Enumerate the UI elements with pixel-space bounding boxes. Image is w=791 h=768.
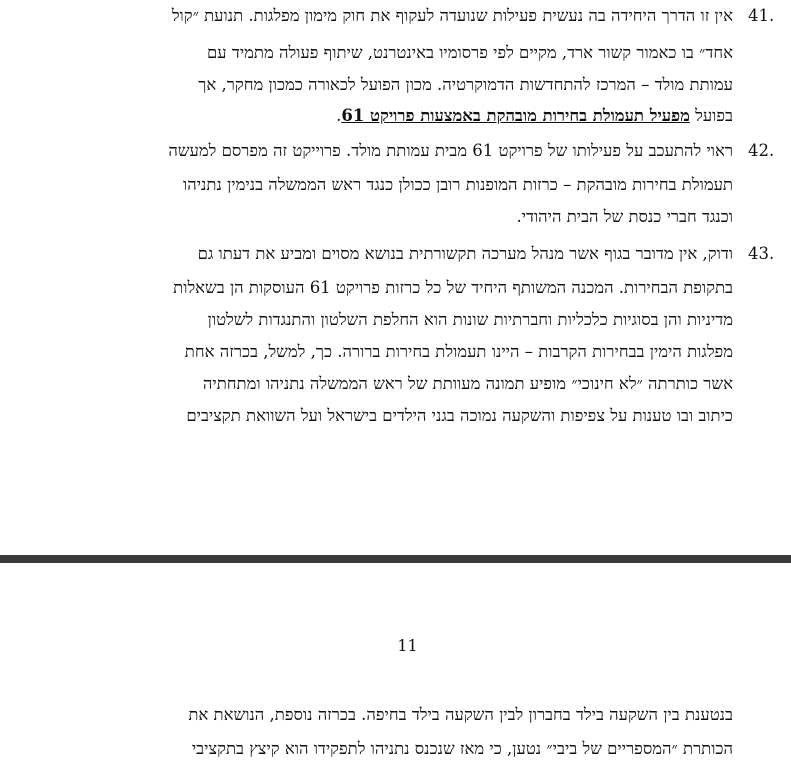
emphasized-text: מפעיל תעמולת בחירות מובהקת באמצעות פרויקט 61 <box>341 106 690 125</box>
paragraph-line: אחד״ בו כאמור קשור ארד, מקיים לפי פרסומיו באינטרנט, שיתוף פעולה מתמיד עם <box>207 43 733 62</box>
page-break-divider <box>0 555 791 563</box>
paragraph-line: כיתוב ובו טענות על צפיפות והשקעה נמוכה בגני הילדים בישראל ועל השוואת תקציבים <box>186 406 733 425</box>
paragraph-line <box>336 106 733 126</box>
paragraph-number: 41. <box>748 6 775 25</box>
line-suffix: . <box>336 106 342 125</box>
line-prefix: בפועל <box>689 106 733 125</box>
paragraph-line: מדיניות והן בסוגיות כלכליות וחברתיות שונות הוא החלפת השלטון והתנגדות לשלטון <box>207 310 733 329</box>
paragraph-line: מפלגות הימין בבחירות הקרבות – היינו תעמולת בחירות ברורה. כך, למשל, בכרזה אחת <box>184 342 733 361</box>
paragraph-line: ראוי להתעכב על פעילותו של פרויקט 61 מבית עמותת מולד. פרוייקט זה מפרסם למעשה <box>168 141 733 160</box>
paragraph-line: תעמולת בחירות מובהקת – כרזות המופנות רובן ככולן כנגד ראש הממשלה בנימין נתניהו <box>183 175 733 194</box>
paragraph-line: הכותרת ״המספריים של ביבי״ נטען, כי מאז שנכנס נתניהו לתפקידו הוא קיצץ בתקציבי <box>191 739 733 758</box>
paragraph-line: וכנגד חברי כנסת של הבית היהודי. <box>516 207 733 226</box>
paragraph-line: אשר כותרתה ״לא חינוכי״ מופיע תמונה מעוותת של ראש הממשלה נתניהו ומתחתיה <box>202 374 733 393</box>
paragraph-line: ודוק, אין מדובר בגוף אשר מנהל מערכה תקשורתית בנושא מסוים ומביע את דעתו גם <box>197 244 733 263</box>
page-number: 11 <box>397 636 418 655</box>
paragraph-line: עמותת מולד – המרכז להתחדשות הדמוקרטיה. מכון הפועל לכאורה כמכון מחקר, אך <box>198 75 733 94</box>
paragraph-line: בנטענת בין השקעה בילד בחברון לבין השקעה בילד בחיפה. בכרזה נוספת, הנושאת את <box>188 705 733 724</box>
paragraph-number: 43. <box>748 244 775 263</box>
paragraph-line: בתקופת הבחירות. המכנה המשותף היחיד של כל כרזות פרויקט 61 העוסקות הן בשאלות <box>173 278 733 297</box>
paragraph-number: 42. <box>748 141 775 160</box>
paragraph-line: אין זו הדרך היחידה בה נעשית פעילות שנועדה לעקוף את חוק מימון מפלגות. תנועת ״קול <box>171 6 733 25</box>
